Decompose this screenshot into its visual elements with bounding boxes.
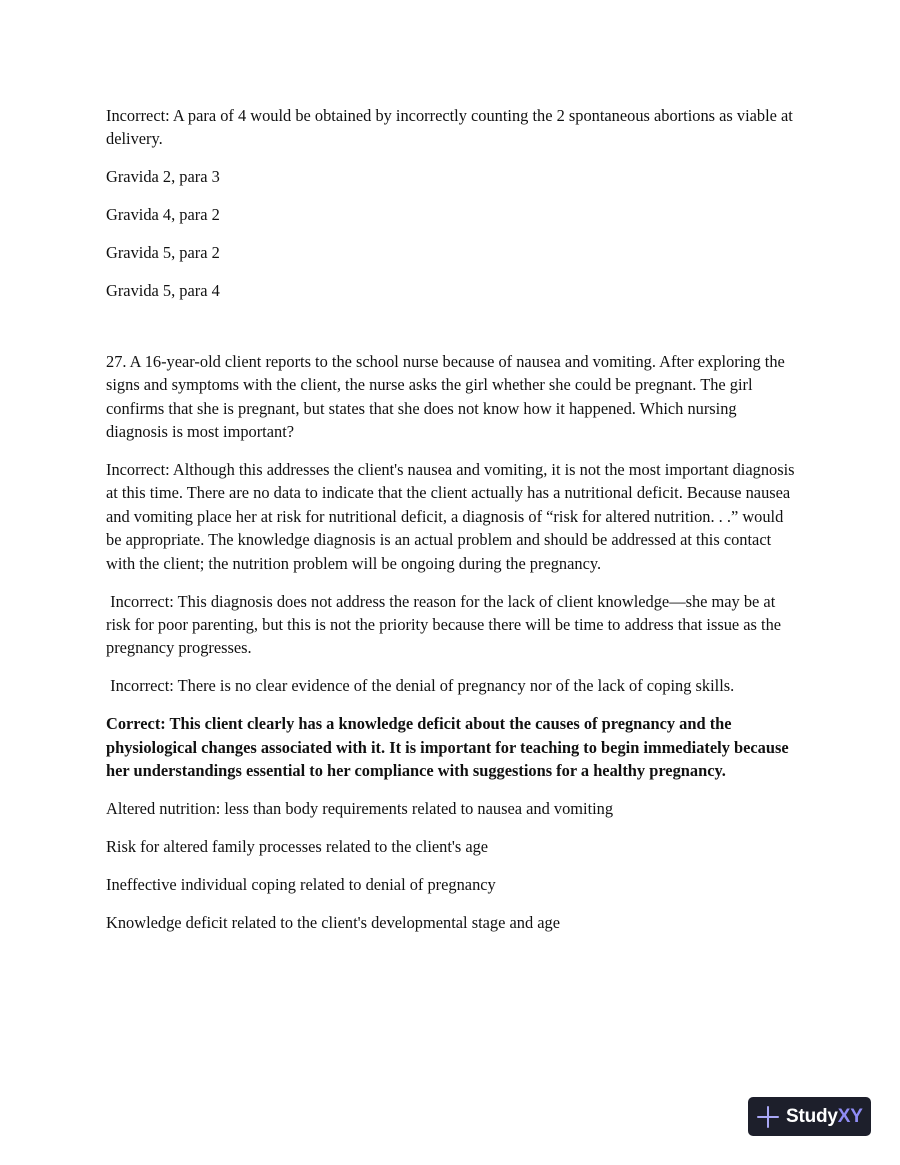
logo-text [786,1106,863,1128]
answer-rationale-paragraph: Incorrect: This diagnosis does not address the reason for the lack of client knowledge—she may be at risk for poor parenting, but this is not the priority because there will be time to address that issue as the pregnancy progresses. [106,591,786,658]
studyxy-logo [748,1097,871,1136]
answer-rationale-paragraph: Incorrect: Although this addresses the client's nausea and vomiting, it is not the most important diagnosis at this time. There are no data to indicate that the client actually has a nutritional deficit. Because nausea and vomiting place her at risk for nutritional deficit, a diagnosis of “risk for altered nutrition. . .” would be appropriate. The knowledge diagnosis is an actual problem and should be addressed at this contact with the client; the nutrition problem will be ongoing during the pregnancy. [106,460,799,573]
answer-rationale-paragraph: Incorrect: A para of 4 would be obtained by incorrectly counting the 2 spontaneous abortions as viable at delivery. [106,106,797,149]
answer-rationale-paragraph: Incorrect: There is no clear evidence of the denial of pregnancy nor of the lack of coping skills. [106,676,735,696]
plus-icon [757,1106,779,1128]
answer-option: Altered nutrition: less than body requirements related to nausea and vomiting [106,798,614,818]
logo-text-main: Study [786,1105,838,1127]
answer-option: Ineffective individual coping related to denial of pregnancy [106,874,496,894]
document-body [106,104,801,949]
answer-option: Gravida 4, para 2 [106,205,220,225]
correct-answer-rationale: Correct: This client clearly has a knowledge deficit about the causes of pregnancy and the physiological changes associated with it. It is important for teaching to begin immediately because her understandings essential to her compliance with suggestions for a healthy pregnancy. [106,714,793,781]
logo-text-accent: XY [837,1105,863,1127]
answer-option: Gravida 5, para 4 [106,281,220,301]
answer-option: Knowledge deficit related to the client's developmental stage and age [106,912,560,932]
question-text: 27. A 16-year-old client reports to the school nurse because of nausea and vomiting. After exploring the signs and symptoms with the client, the nurse asks the girl whether she could be pregnant. The girl confirms that she is pregnant, but states that she does not know how it happened. Which nursing diagnosis is most important? [106,351,789,442]
section-spacer [106,317,801,350]
answer-option: Risk for altered family processes related to the client's age [106,836,489,856]
answer-option: Gravida 2, para 3 [106,167,220,187]
answer-option: Gravida 5, para 2 [106,243,220,263]
